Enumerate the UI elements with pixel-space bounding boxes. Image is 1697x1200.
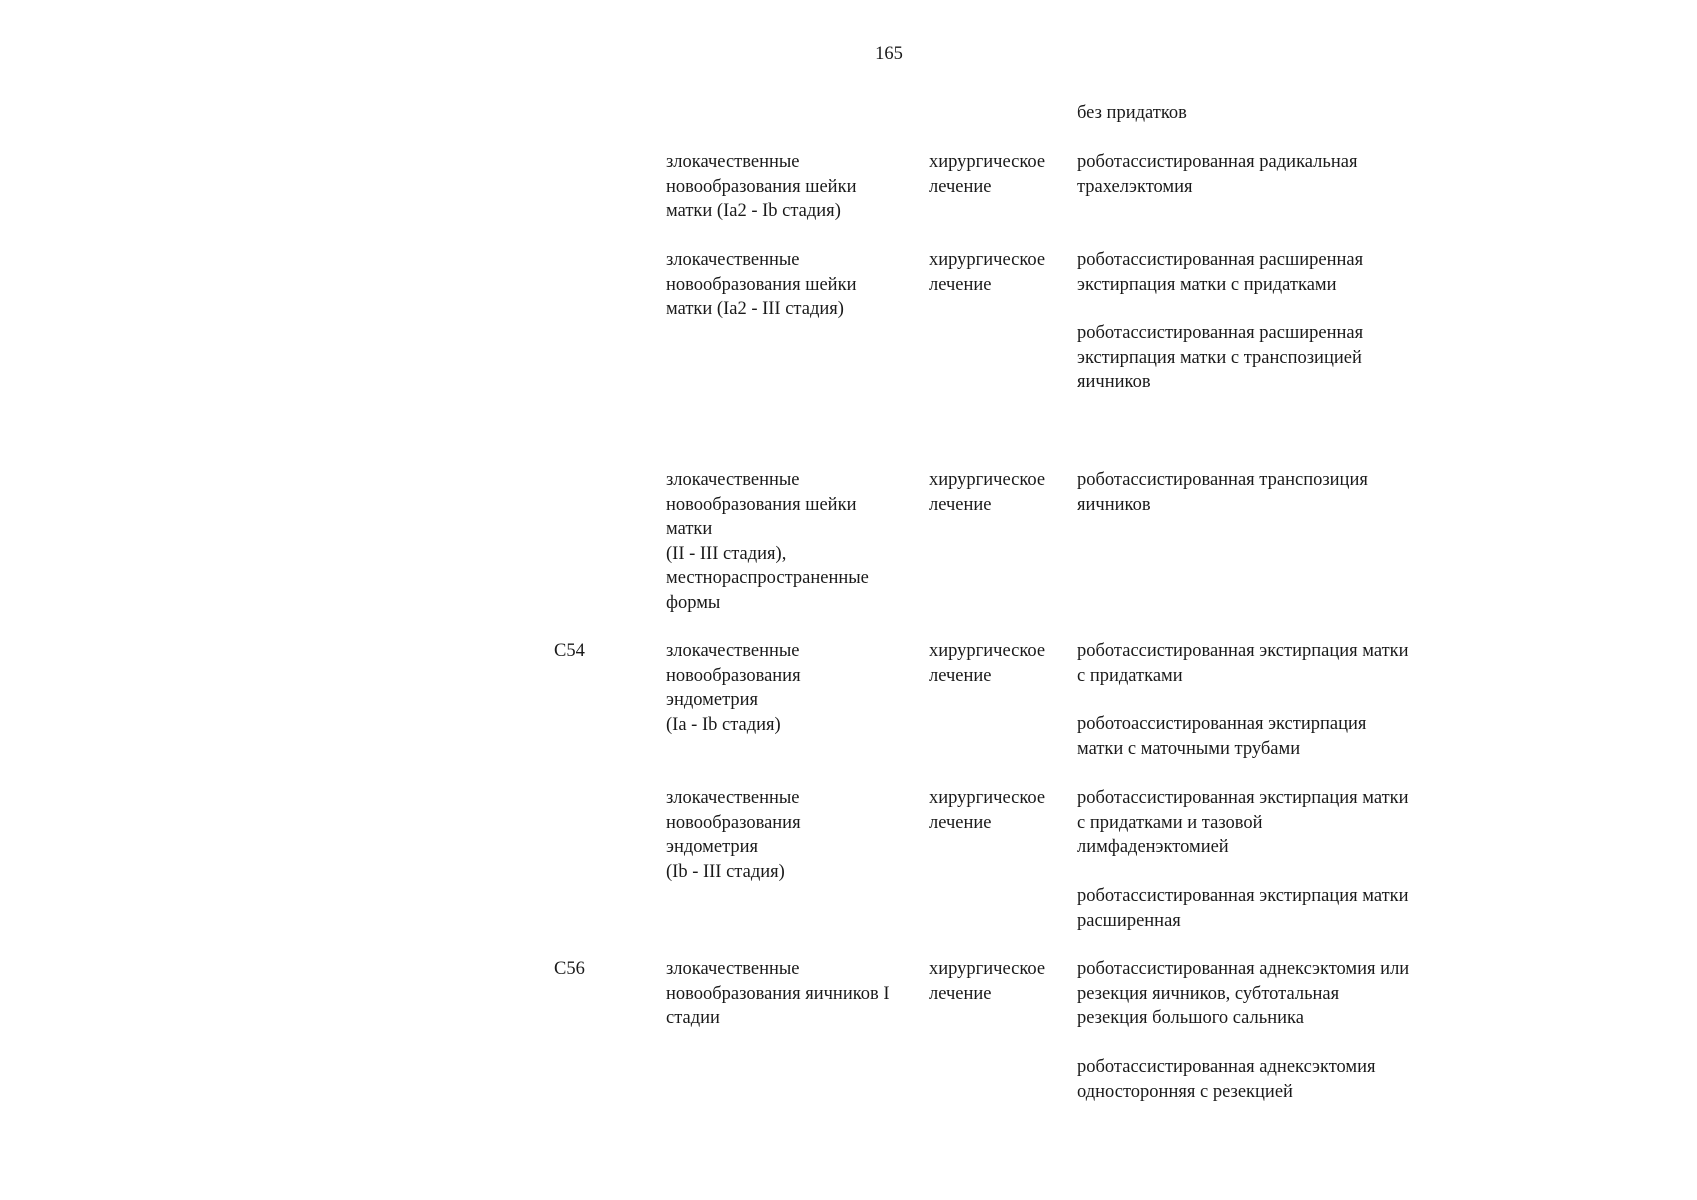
method-text: роботассистированная экстирпация матки с придатками (1077, 641, 1409, 686)
method-text: роботассистированная транспозиция яичников (1077, 470, 1368, 515)
treatment-text: хирургическое лечение (929, 788, 1046, 833)
treatment-text: хирургическое лечение (929, 470, 1046, 515)
method-text: роботассистированная радикальная трахелэктомия (1077, 152, 1358, 197)
diagnosis-text: злокачественные новообразования шейки матки (Ia2 - Ib стадия) (666, 152, 857, 221)
diagnosis-text: злокачественные новообразования шейки матки (II - III стадия), местнораспространенные формы (666, 470, 869, 613)
icd-code: C54 (554, 641, 585, 661)
method-text: роботассистированная экстирпация матки расширенная (1077, 886, 1409, 931)
page-number: 165 (875, 44, 903, 64)
method-text: роботассистированная аднексэктомия или резекция яичников, субтотальная резекция большого сальника (1077, 959, 1410, 1028)
treatment-text: хирургическое лечение (929, 152, 1046, 197)
diagnosis-text: злокачественные новообразования яичников I стадии (666, 959, 890, 1028)
diagnosis-text: злокачественные новообразования эндометрия (Ia - Ib стадия) (666, 641, 801, 735)
method-text: роботоассистированная экстирпация матки с маточными трубами (1077, 714, 1367, 759)
method-text: роботассистированная экстирпация матки с придатками и тазовой лимфаденэктомией (1077, 788, 1409, 857)
treatment-text: хирургическое лечение (929, 959, 1046, 1004)
method-text: роботассистированная расширенная экстирпация матки с придатками (1077, 250, 1364, 295)
diagnosis-text: злокачественные новообразования эндометрия (Ib - III стадия) (666, 788, 801, 882)
diagnosis-text: злокачественные новообразования шейки матки (Ia2 - III стадия) (666, 250, 857, 319)
treatment-text: хирургическое лечение (929, 250, 1046, 295)
icd-code: C56 (554, 959, 585, 979)
method-text: роботассистированная расширенная экстирпация матки с транспозицией яичников (1077, 323, 1364, 392)
method-text: роботассистированная аднексэктомия односторонняя с резекцией (1077, 1057, 1376, 1102)
method-text: без придатков (1077, 103, 1187, 123)
treatment-text: хирургическое лечение (929, 641, 1046, 686)
